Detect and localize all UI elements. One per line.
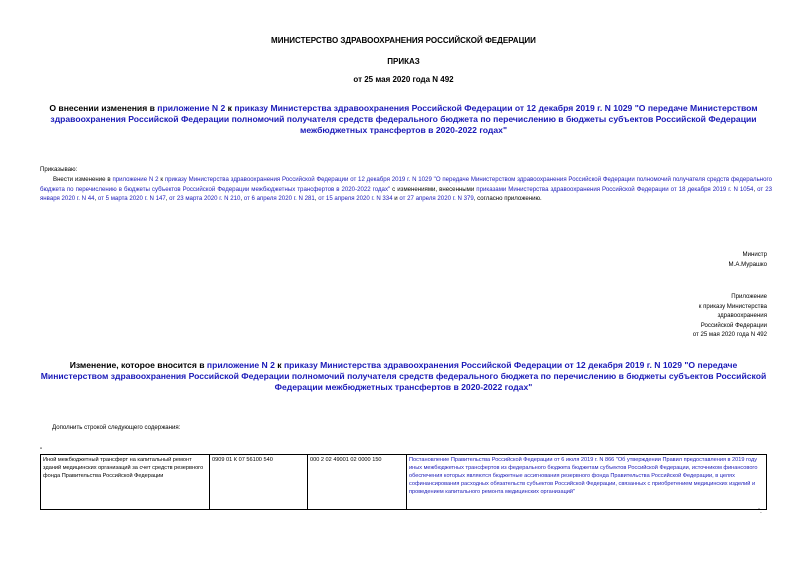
signature-role: Министр <box>742 251 767 258</box>
revenue-code-cell: 000 2 02 49001 02 0000 150 <box>308 455 407 510</box>
order-paragraph <box>40 175 772 204</box>
paragraph-text: к <box>158 176 165 183</box>
title-text: Изменение, которое вносится в <box>69 360 207 370</box>
budget-table <box>40 454 767 510</box>
document-type: ПРИКАЗ <box>387 57 420 66</box>
order-147-link[interactable]: от 5 марта 2020 г. N 147 <box>97 195 166 203</box>
resolution-866-link[interactable]: Постановление Правительства Российской Федерации от 6 июля 2019 г. N 866 "Об утверждении Правил предоставления в 2019 году иных межбюджетных трансфертов из федерального бюджета бюджетам субъектов Российской Федерации, источником финансового обеспечения которых являются бюджетные ассигнования резервного фонда Правительства Российской Федерации, в целях софинансирования расходных обязательств субъектов Российской Федерации, связанных с приобретением медицинских изделий и проведением капитального ремонта медицинских организаций" <box>409 457 758 495</box>
order-44-link[interactable]: от 23 января 2020 г. N 44 <box>40 185 773 203</box>
paragraph-text: , согласно приложению. <box>473 195 542 203</box>
change-title <box>40 360 767 393</box>
order-334-link[interactable]: от 15 апреля 2020 г. N 334 <box>318 195 393 203</box>
appendix-line: здравоохранения <box>717 312 767 320</box>
appendix-line: Приложение <box>731 293 767 300</box>
appendix-line: Российской Федерации <box>700 321 767 329</box>
paragraph-text: , <box>240 195 244 203</box>
appendix-link[interactable]: приложение N 2 <box>206 360 275 370</box>
order-1029-link[interactable]: приказу Министерства здравоохранения Российской Федерации от 12 декабря 2019 г. N 1029 "О передаче Министерством здравоохранения Российской Федерации полномочий получателя средств федерального бюджета по перечислению в бюджеты субъектов Российской Федерации межбюджетных трансфертов в 2020-2022 годах" <box>40 176 772 193</box>
quote-open: " <box>40 448 43 454</box>
paragraph-text: , <box>165 195 170 203</box>
order-1054-link[interactable]: приказами Министерства здравоохранения Российской Федерации от 18 декабря 2019 г. N 1054 <box>476 185 754 193</box>
appendix-link[interactable]: приложение N 2 <box>112 176 159 183</box>
appendix-line: к приказу Министерства <box>698 302 767 310</box>
signature-name: М.А.Мурашко <box>728 260 767 268</box>
paragraph-text: , <box>94 195 98 203</box>
paragraph-text: и <box>392 195 400 203</box>
instruction-text: Дополнить строкой следующего содержания: <box>52 424 181 431</box>
document-date: от 25 мая 2020 года N 492 <box>353 75 454 84</box>
transfer-name-cell: Иной межбюджетный трансферт на капитальный ремонт зданий медицинских организаций за счет средств резервного фонда Правительства Российской Федерации <box>41 455 210 510</box>
order-1029-link[interactable]: приказу Министерства здравоохранения Российской Федерации от 12 декабря 2019 г. N 1029 "О передаче Министерством здравоохранения Российской Федерации полномочий получателя средств федерального бюджета по перечислению в бюджеты субъектов Российской Федерации межбюджетных трансфертов в 2020-2022 годах" <box>50 103 758 135</box>
legal-basis-cell <box>407 455 767 510</box>
document-title <box>40 103 767 136</box>
expense-code-cell: 0909 01 К 07 56100 540 <box>210 455 308 510</box>
order-1029-link[interactable]: приказу Министерства здравоохранения Российской Федерации от 12 декабря 2019 г. N 1029 "О передаче Министерством здравоохранения Российской Федерации полномочий получателя средств федерального бюджета по перечислению в бюджеты субъектов Российской Федерации межбюджетных трансфертов в 2020-2022 годах" <box>40 360 767 392</box>
order-210-link[interactable]: от 23 марта 2020 г. N 210 <box>169 195 241 203</box>
paragraph-text: Внести изменение в <box>53 176 113 183</box>
appendix-line: от 25 мая 2020 года N 492 <box>692 331 767 339</box>
paragraph-text: , <box>753 185 758 193</box>
paragraph-text: , <box>314 195 319 203</box>
title-text: к <box>274 360 284 370</box>
table-row <box>41 455 767 510</box>
title-text: к <box>225 103 235 113</box>
paragraph-text: с изменениями, внесенными <box>390 185 477 193</box>
signature-block <box>729 250 767 269</box>
appendix-note <box>647 292 767 340</box>
quote-close: ". <box>758 509 762 515</box>
order-281-link[interactable]: от 6 апреля 2020 г. N 281 <box>243 195 315 203</box>
title-text: О внесении изменения в <box>49 103 158 113</box>
order-word: Приказываю: <box>40 166 78 173</box>
order-379-link[interactable]: от 27 апреля 2020 г. N 379 <box>399 195 474 203</box>
appendix-link[interactable]: приложение N 2 <box>157 103 226 113</box>
ministry-heading: МИНИСТЕРСТВО ЗДРАВООХРАНЕНИЯ РОССИЙСКОЙ ФЕДЕРАЦИИ <box>271 36 536 45</box>
